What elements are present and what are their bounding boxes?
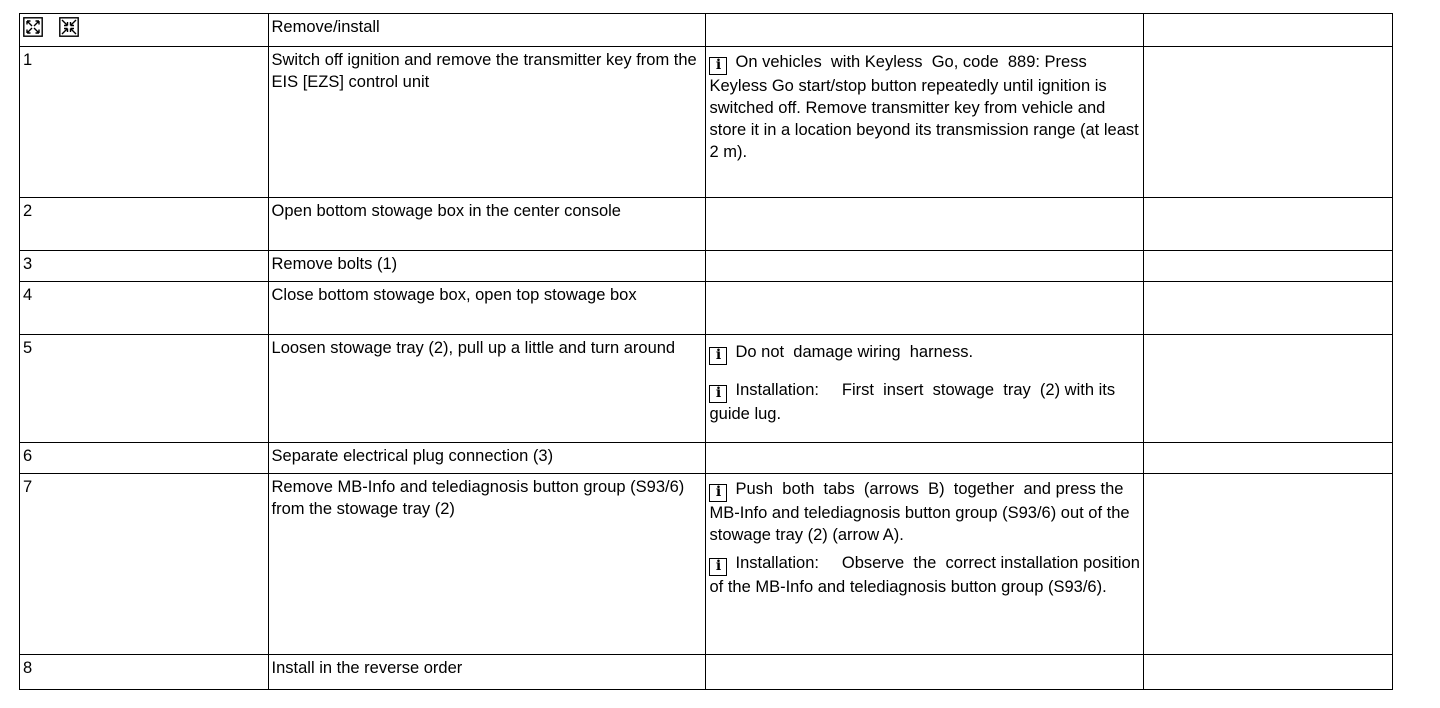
empty-cell [1144, 335, 1393, 443]
table-row [20, 198, 1393, 251]
step-instruction: Switch off ignition and remove the transmitter key from the EIS [EZS] control unit [268, 47, 706, 198]
step-instruction: Loosen stowage tray (2), pull up a little and turn around [268, 335, 706, 443]
step-notes-cell [706, 443, 1144, 474]
step-notes-cell [706, 251, 1144, 282]
step-notes-cell [706, 282, 1144, 335]
info-note [709, 552, 1145, 598]
header-icons-cell [20, 14, 269, 47]
collapse-arrows-icon[interactable] [59, 17, 79, 37]
table-row [20, 282, 1393, 335]
info-note [709, 478, 1140, 546]
step-instruction: Separate electrical plug connection (3) [268, 443, 706, 474]
table-row [20, 655, 1393, 690]
empty-cell [1144, 47, 1393, 198]
empty-cell [1144, 198, 1393, 251]
step-instruction: Remove bolts (1) [268, 251, 706, 282]
table-row [20, 251, 1393, 282]
step-number: 3 [20, 251, 269, 282]
empty-cell [1144, 474, 1393, 655]
table-row [20, 47, 1393, 198]
empty-cell [1144, 251, 1393, 282]
info-note-text: Do not damage wiring harness. [735, 343, 974, 361]
empty-cell [1144, 282, 1393, 335]
step-notes-cell [706, 335, 1144, 443]
info-note-text: Push both tabs (arrows B) together and press the MB-Info and telediagnosis button group (S93/6) out of the stowage tray (2) (arrow A). [709, 480, 1135, 544]
header-row [20, 14, 1393, 47]
info-note-text: Installation: First insert stowage tray (2) with its guide lug. [709, 381, 1120, 423]
table-row [20, 474, 1393, 655]
table-row [20, 335, 1393, 443]
step-number: 5 [20, 335, 269, 443]
info-note-text: Installation: Observe the correct installation position of the MB-Info and telediagnosis button group (S93/6). [709, 554, 1145, 596]
empty-cell [1144, 655, 1393, 690]
info-note [709, 51, 1144, 163]
info-icon: i [709, 558, 727, 576]
info-icon: i [709, 347, 727, 365]
info-icon: i [709, 57, 727, 75]
info-note-text: On vehicles with Keyless Go, code 889: Press Keyless Go start/stop button repeatedly until ignition is switched off. Remove transmitter key from vehicle and store it in a location beyond its transmission range (at least 2 m). [709, 53, 1144, 161]
header-title: Remove/install [268, 14, 706, 47]
instruction-table [19, 13, 1393, 690]
step-notes-cell [706, 655, 1144, 690]
step-number: 1 [20, 47, 269, 198]
step-number: 2 [20, 198, 269, 251]
info-note [709, 379, 1140, 425]
header-empty-cell [1144, 14, 1393, 47]
step-instruction: Close bottom stowage box, open top stowage box [268, 282, 706, 335]
step-instruction: Remove MB-Info and telediagnosis button group (S93/6) from the stowage tray (2) [268, 474, 706, 655]
table-row [20, 443, 1393, 474]
info-icon: i [709, 484, 727, 502]
step-instruction: Install in the reverse order [268, 655, 706, 690]
step-notes-cell [706, 47, 1144, 198]
step-number: 6 [20, 443, 269, 474]
step-instruction: Open bottom stowage box in the center console [268, 198, 706, 251]
empty-cell [1144, 443, 1393, 474]
step-number: 8 [20, 655, 269, 690]
step-number: 7 [20, 474, 269, 655]
expand-arrows-icon[interactable] [23, 17, 43, 37]
info-note [709, 341, 1140, 365]
step-notes-cell [706, 198, 1144, 251]
step-notes-cell [706, 474, 1144, 655]
step-number: 4 [20, 282, 269, 335]
header-empty-cell [706, 14, 1144, 47]
info-icon: i [709, 385, 727, 403]
